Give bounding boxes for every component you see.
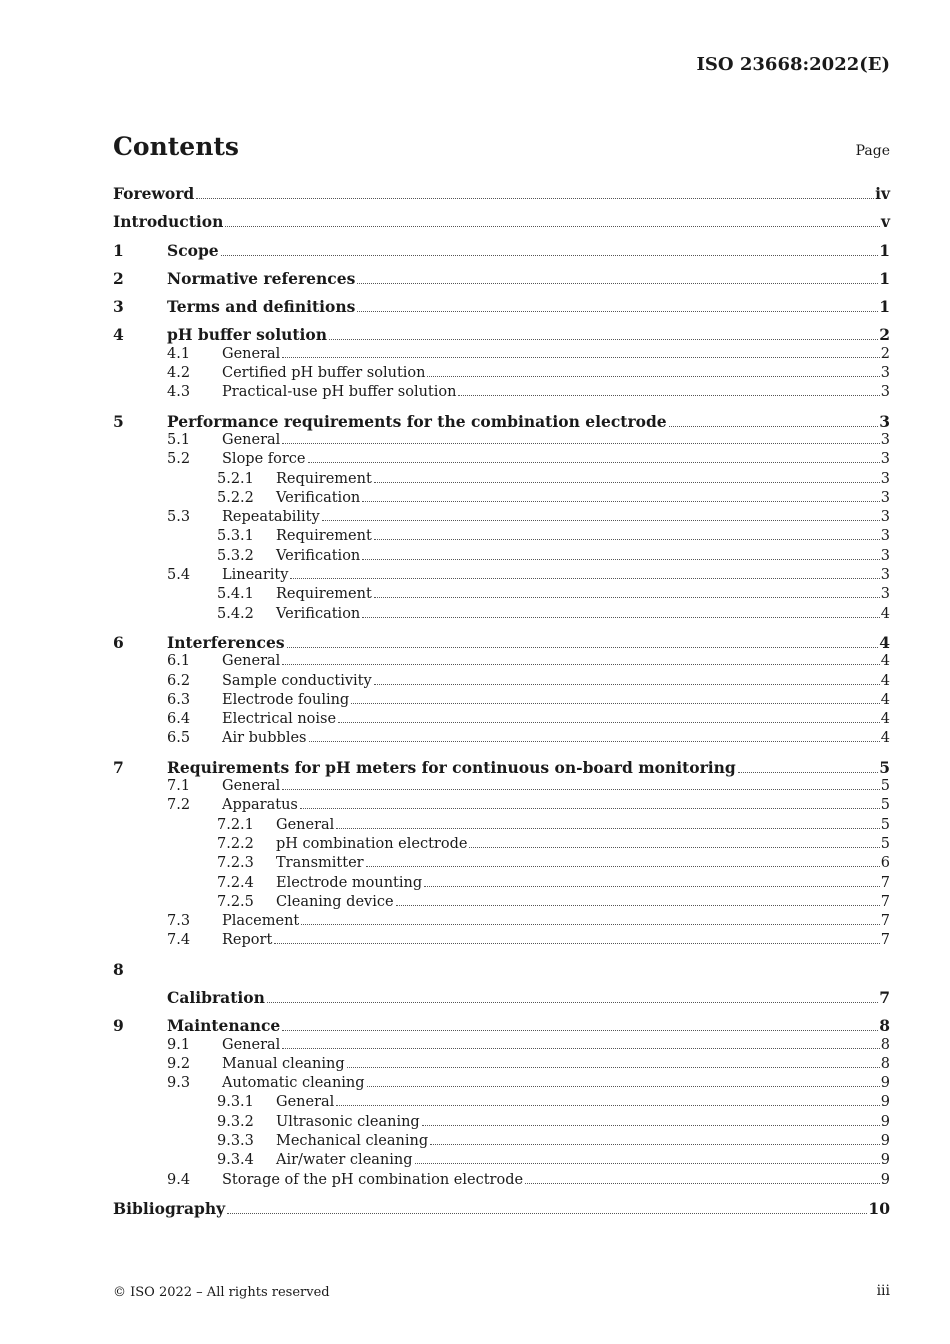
toc-entry-title: Electrical noise — [222, 711, 337, 728]
toc-entry-number: 9.4 — [167, 1171, 191, 1188]
toc-entry-number: 7.2.1 — [217, 816, 254, 833]
dot-leader — [301, 923, 880, 925]
toc-entry-page: 8 — [880, 1055, 890, 1072]
toc-entry-5-4[interactable] — [113, 566, 890, 585]
toc-entry-page: 1 — [879, 297, 890, 317]
toc-entry-page: 3 — [880, 547, 890, 564]
toc-entry-title: Transmitter — [276, 855, 364, 872]
dot-leader — [367, 1085, 880, 1087]
toc-entry-title: Mechanical cleaning — [276, 1133, 429, 1150]
dot-leader — [415, 1162, 880, 1164]
toc-entry-title: General — [222, 431, 281, 448]
toc-entry-title: Certified pH buffer solution — [222, 365, 426, 382]
dot-leader — [374, 683, 880, 685]
toc-entry-5-4-2[interactable] — [113, 605, 890, 624]
toc-entry-page: 9 — [880, 1171, 890, 1188]
dot-leader — [336, 1104, 879, 1106]
toc-entry-title: Repeatability — [222, 509, 320, 526]
toc-entry-number: 9.1 — [167, 1036, 191, 1053]
toc-entry-7-3[interactable] — [113, 912, 890, 931]
dot-leader — [290, 577, 879, 579]
toc-entry-page: 5 — [880, 778, 890, 795]
toc-entry-page: 7 — [880, 913, 890, 930]
toc-entry-title: General — [222, 345, 281, 362]
toc-entry-number: 6.4 — [167, 711, 191, 728]
toc-entry-number: 9.3.4 — [217, 1152, 254, 1169]
table-of-contents — [113, 184, 890, 1218]
toc-entry-title: Air/water cleaning — [276, 1152, 413, 1169]
toc-entry-page: 9 — [880, 1133, 890, 1150]
dot-leader — [738, 771, 878, 773]
dot-leader — [422, 1124, 880, 1126]
toc-entry-5-3-1[interactable] — [113, 527, 890, 546]
toc-entry-number: 8 — [113, 959, 124, 979]
toc-entry-title: Performance requirements for the combination electrode — [167, 411, 667, 431]
toc-entry-page: 3 — [880, 567, 890, 584]
toc-entry-number: 5.1 — [167, 431, 191, 448]
toc-entry-title: Requirement — [276, 470, 372, 487]
dot-leader — [362, 616, 880, 618]
toc-entry-page: 5 — [880, 835, 890, 852]
dot-leader — [336, 827, 879, 829]
toc-entry-title: Storage of the pH combination electrode — [222, 1171, 524, 1188]
dot-leader — [322, 519, 880, 521]
toc-entry-title: Foreword — [113, 184, 195, 203]
toc-entry-number: 5 — [113, 411, 124, 431]
toc-entry-number: 3 — [113, 297, 124, 317]
toc-entry-page: 8 — [880, 1036, 890, 1053]
toc-entry-page: 9 — [880, 1113, 890, 1130]
toc-entry-number: 7.2.2 — [217, 835, 254, 852]
dot-leader — [669, 425, 879, 427]
toc-entry-5-3[interactable] — [113, 508, 890, 527]
toc-entry-page: 3 — [880, 586, 890, 603]
toc-entry-page: 3 — [880, 365, 890, 382]
toc-entry-number: 7.4 — [167, 932, 191, 949]
toc-entry-page: 4 — [880, 691, 890, 708]
toc-entry-page: 8 — [879, 1016, 890, 1036]
dot-leader — [329, 338, 878, 340]
toc-entry-number: 6.3 — [167, 691, 191, 708]
toc-entry-page: 4 — [880, 711, 890, 728]
toc-entry-page: 4 — [880, 672, 890, 689]
toc-entry-page: 2 — [880, 345, 890, 362]
page-number: iii — [876, 1283, 890, 1299]
toc-entry-9-4[interactable] — [113, 1171, 890, 1190]
page-column-label: Page — [855, 143, 890, 159]
dot-leader — [196, 197, 874, 199]
dot-leader — [282, 1029, 878, 1031]
toc-entry-9[interactable] — [113, 1016, 890, 1035]
toc-entry-8-number-row — [113, 960, 890, 979]
dot-leader — [274, 942, 879, 944]
toc-entry-number: 5.4.1 — [217, 586, 254, 603]
dot-leader — [374, 481, 880, 483]
toc-entry-page: 3 — [880, 489, 890, 506]
toc-entry-4-3[interactable] — [113, 383, 890, 402]
toc-entry-6-4[interactable] — [113, 710, 890, 729]
toc-entry-title: Placement — [222, 913, 300, 930]
toc-entry-6-5[interactable] — [113, 729, 890, 748]
toc-entry-title: Electrode fouling — [222, 691, 350, 708]
toc-entry-number: 5.2 — [167, 451, 191, 468]
toc-entry-4-1[interactable] — [113, 345, 890, 364]
document-id: ISO 23668:2022(E) — [696, 54, 890, 75]
toc-entry-6-3[interactable] — [113, 691, 890, 710]
toc-entry-number: 7 — [113, 757, 124, 777]
toc-entry-7-2-5[interactable] — [113, 893, 890, 912]
toc-entry-number: 5.4 — [167, 567, 191, 584]
dot-leader — [351, 702, 880, 704]
toc-entry-title: Interferences — [167, 632, 285, 652]
toc-entry-page: 4 — [879, 632, 890, 652]
toc-entry-6-1[interactable] — [113, 652, 890, 671]
toc-entry-number: 1 — [113, 240, 124, 260]
toc-entry-page: 6 — [880, 855, 890, 872]
toc-entry-number: 7.2.5 — [217, 893, 254, 910]
toc-entry-title: Manual cleaning — [222, 1055, 345, 1072]
dot-leader — [362, 500, 880, 502]
toc-entry-number: 7.2 — [167, 797, 191, 814]
toc-entry-page: 1 — [879, 240, 890, 260]
toc-entry-5-2-1[interactable] — [113, 470, 890, 489]
dot-leader — [282, 788, 879, 790]
dot-leader — [427, 375, 879, 377]
toc-entry-title: Cleaning device — [276, 893, 394, 910]
toc-entry-5[interactable] — [113, 412, 890, 431]
toc-entry-number: 6 — [113, 632, 124, 652]
toc-entry-number: 7.1 — [167, 778, 191, 795]
toc-entry-page: 7 — [880, 893, 890, 910]
toc-entry-5-3-2[interactable] — [113, 547, 890, 566]
toc-entry-number: 9.3 — [167, 1075, 191, 1092]
dot-leader — [308, 461, 880, 463]
toc-entry-9-3-4[interactable] — [113, 1151, 890, 1170]
toc-entry-number: 5.3 — [167, 509, 191, 526]
toc-entry-title: Verification — [276, 547, 361, 564]
toc-entry-title: Electrode mounting — [276, 874, 423, 891]
toc-entry-page: 4 — [880, 730, 890, 747]
toc-entry-number: 9.3.2 — [217, 1113, 254, 1130]
dot-leader — [282, 1047, 879, 1049]
dot-leader — [221, 254, 879, 256]
toc-entry-title: Report — [222, 932, 273, 949]
toc-entry-page: 5 — [880, 797, 890, 814]
toc-entry-number: 5.4.2 — [217, 605, 254, 622]
dot-leader — [347, 1066, 880, 1068]
toc-entry-number: 7.3 — [167, 913, 191, 930]
dot-leader — [282, 442, 879, 444]
toc-entry-title: Ultrasonic cleaning — [276, 1113, 420, 1130]
toc-entry-7-2-3[interactable] — [113, 854, 890, 873]
toc-entry-title: Automatic cleaning — [222, 1075, 365, 1092]
toc-entry-1[interactable] — [113, 241, 890, 260]
toc-entry-number: 4 — [113, 325, 124, 345]
page-title: Contents — [113, 132, 240, 161]
toc-entry-title: Air bubbles — [222, 730, 307, 747]
copyright-notice: © ISO 2022 – All rights reserved — [113, 1285, 330, 1300]
toc-entry-7[interactable] — [113, 758, 890, 777]
toc-entry-7-2-4[interactable] — [113, 874, 890, 893]
toc-entry-page: 3 — [880, 528, 890, 545]
toc-entry-4[interactable] — [113, 325, 890, 344]
toc-entry-title: Normative references — [167, 268, 356, 288]
toc-entry-number: 5.2.1 — [217, 470, 254, 487]
toc-entry-number: 5.3.1 — [217, 528, 254, 545]
toc-entry-title: Slope force — [222, 451, 306, 468]
toc-entry-title: Linearity — [222, 567, 289, 584]
toc-entry-number: 6.5 — [167, 730, 191, 747]
toc-entry-number: 9.3.3 — [217, 1133, 254, 1150]
toc-entry-title: Maintenance — [167, 1016, 281, 1036]
dot-leader — [225, 225, 880, 227]
toc-entry-page: 3 — [880, 470, 890, 487]
toc-entry-2[interactable] — [113, 269, 890, 288]
toc-entry-page: 7 — [880, 874, 890, 891]
toc-entry-page: v — [880, 212, 890, 232]
toc-entry-5-2[interactable] — [113, 450, 890, 469]
toc-entry-7-2-2[interactable] — [113, 835, 890, 854]
toc-entry-9-1[interactable] — [113, 1036, 890, 1055]
toc-entry-title: Requirements for pH meters for continuous on-board monitoring — [167, 757, 736, 777]
toc-entry-number: 9 — [113, 1016, 124, 1036]
dot-leader — [300, 807, 880, 809]
dot-leader — [374, 596, 880, 598]
dot-leader — [282, 356, 879, 358]
toc-entry-title: pH combination electrode — [276, 835, 468, 852]
dot-leader — [525, 1182, 880, 1184]
toc-entry-9-2[interactable] — [113, 1055, 890, 1074]
toc-entry-number: 2 — [113, 268, 124, 288]
toc-entry-introduction[interactable] — [113, 212, 890, 231]
toc-entry-page: 3 — [880, 509, 890, 526]
dot-leader — [396, 904, 880, 906]
dot-leader — [357, 310, 878, 312]
toc-entry-3[interactable] — [113, 297, 890, 316]
toc-entry-8[interactable] — [113, 988, 890, 1007]
toc-entry-page: 9 — [880, 1075, 890, 1092]
toc-entry-9-3-3[interactable] — [113, 1132, 890, 1151]
toc-entry-4-2[interactable] — [113, 364, 890, 383]
toc-entry-page: 3 — [879, 411, 890, 431]
toc-entry-5-1[interactable] — [113, 431, 890, 450]
toc-entry-bibliography[interactable] — [113, 1199, 890, 1218]
toc-entry-title: Requirement — [276, 586, 372, 603]
dot-leader — [374, 538, 880, 540]
toc-entry-number: 6.1 — [167, 653, 191, 670]
toc-entry-title: General — [276, 1094, 335, 1111]
toc-entry-page: 5 — [879, 757, 890, 777]
dot-leader — [362, 558, 880, 560]
toc-entry-title: Practical-use pH buffer solution — [222, 384, 457, 401]
toc-entry-page: 5 — [880, 816, 890, 833]
toc-entry-title: Calibration — [167, 987, 265, 1007]
dot-leader — [267, 1001, 878, 1003]
toc-entry-page: 7 — [880, 932, 890, 949]
toc-entry-page: 3 — [880, 431, 890, 448]
toc-entry-7-2[interactable] — [113, 796, 890, 815]
toc-entry-title: General — [276, 816, 335, 833]
toc-entry-page: 7 — [879, 987, 890, 1007]
toc-entry-number: 5.2.2 — [217, 489, 254, 506]
dot-leader — [430, 1143, 880, 1145]
toc-entry-title: Bibliography — [113, 1198, 226, 1218]
dot-leader — [424, 885, 880, 887]
toc-entry-page: 3 — [880, 451, 890, 468]
toc-entry-title: pH buffer solution — [167, 325, 328, 345]
toc-entry-number: 7.2.4 — [217, 874, 254, 891]
toc-entry-page: 1 — [879, 268, 890, 288]
toc-entry-5-2-2[interactable] — [113, 489, 890, 508]
toc-entry-title: Verification — [276, 489, 361, 506]
toc-entry-number: 4.2 — [167, 365, 191, 382]
toc-entry-7-4[interactable] — [113, 931, 890, 950]
toc-entry-number: 7.2.3 — [217, 855, 254, 872]
toc-entry-page: iv — [875, 184, 890, 203]
toc-entry-title: Sample conductivity — [222, 672, 372, 689]
toc-entry-page: 9 — [880, 1152, 890, 1169]
toc-entry-9-3-2[interactable] — [113, 1113, 890, 1132]
toc-entry-number: 6.2 — [167, 672, 191, 689]
toc-entry-number: 4.1 — [167, 345, 191, 362]
toc-entry-page: 3 — [880, 384, 890, 401]
dot-leader — [282, 663, 879, 665]
toc-entry-page: 10 — [868, 1198, 890, 1218]
toc-entry-9-3[interactable] — [113, 1074, 890, 1093]
dot-leader — [469, 846, 879, 848]
dot-leader — [309, 740, 880, 742]
toc-entry-foreword[interactable] — [113, 184, 890, 203]
dot-leader — [338, 721, 880, 723]
toc-entry-7-2-1[interactable] — [113, 816, 890, 835]
dot-leader — [458, 394, 879, 396]
toc-entry-page: 4 — [880, 605, 890, 622]
toc-entry-title: Requirement — [276, 528, 372, 545]
toc-entry-title: Scope — [167, 240, 219, 260]
toc-entry-title: Verification — [276, 605, 361, 622]
toc-entry-title: General — [222, 1036, 281, 1053]
toc-entry-page: 4 — [880, 653, 890, 670]
toc-entry-6[interactable] — [113, 633, 890, 652]
dot-leader — [366, 865, 880, 867]
toc-entry-title: Terms and definitions — [167, 297, 356, 317]
toc-entry-title: General — [222, 653, 281, 670]
dot-leader — [287, 646, 879, 648]
toc-entry-number: 5.3.2 — [217, 547, 254, 564]
dot-leader — [357, 282, 878, 284]
dot-leader — [227, 1212, 867, 1214]
toc-entry-number: 9.3.1 — [217, 1094, 254, 1111]
toc-entry-title: Apparatus — [222, 797, 298, 814]
toc-entry-number: 9.2 — [167, 1055, 191, 1072]
toc-entry-9-3-1[interactable] — [113, 1093, 890, 1112]
toc-entry-7-1[interactable] — [113, 777, 890, 796]
toc-entry-title: General — [222, 778, 281, 795]
toc-entry-page: 9 — [880, 1094, 890, 1111]
toc-entry-title: Introduction — [113, 212, 224, 232]
toc-entry-page: 2 — [879, 325, 890, 345]
toc-entry-5-4-1[interactable] — [113, 585, 890, 604]
toc-entry-6-2[interactable] — [113, 672, 890, 691]
toc-entry-number: 4.3 — [167, 384, 191, 401]
